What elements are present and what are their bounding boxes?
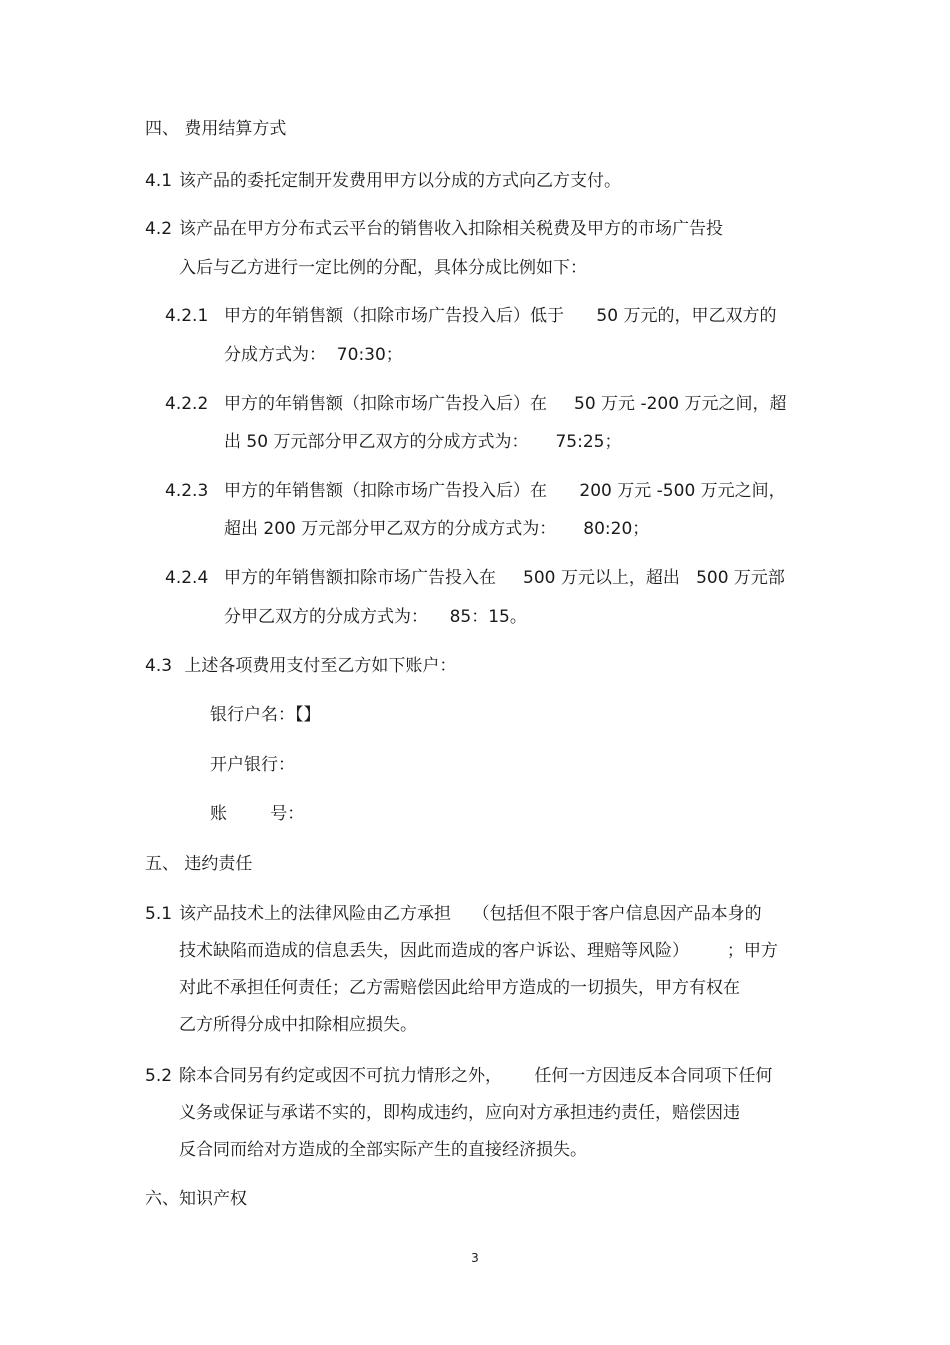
clause-4-2-3-number: 4.2.3 — [165, 481, 209, 501]
section-4-heading: 四、 费用结算方式 — [145, 119, 287, 139]
clause-4-2-2-number: 4.2.2 — [165, 394, 209, 414]
clause-4-2-4-number: 4.2.4 — [165, 568, 209, 588]
clause-4-2-3-line2: 超出 200 万元部分甲乙双方的分成方式为： 80:20； — [224, 519, 650, 539]
bank-name: 开户银行： — [210, 755, 295, 775]
clause-5-1-number: 5.1 — [145, 904, 173, 924]
clause-5-1-line2: 技术缺陷而造成的信息丢失，因此而造成的客户诉讼、理赔等风险） ；甲方 — [179, 941, 778, 961]
clause-5-2-line3: 反合同而给对方造成的全部实际产生的直接经济损失。 — [179, 1140, 587, 1160]
clause-5-2-number: 5.2 — [145, 1066, 173, 1086]
page-number: 3 — [471, 1251, 479, 1265]
section-5-heading: 五、 违约责任 — [145, 854, 253, 874]
clause-4-2-2-line1: 甲方的年销售额（扣除市场广告投入后）在 50 万元 -200 万元之间，超 — [224, 394, 787, 414]
clause-5-2-line1: 除本合同另有约定或因不可抗力情形之外， 任何一方因违反本合同项下任何 — [179, 1066, 773, 1086]
clause-4-2-line2: 入后与乙方进行一定比例的分配，具体分成比例如下： — [179, 258, 587, 278]
clause-5-1-line3: 对此不承担任何责任；乙方需赔偿因此给甲方造成的一切损失，甲方有权在 — [179, 978, 740, 998]
clause-5-2-line2: 义务或保证与承诺不实的，即构成违约，应向对方承担违约责任，赔偿因违 — [179, 1103, 740, 1123]
clause-4-2-number: 4.2 — [145, 219, 173, 239]
clause-4-3-text: 上述各项费用支付至乙方如下账户： — [179, 656, 457, 676]
clause-4-2-3-line1: 甲方的年销售额（扣除市场广告投入后）在 200 万元 -500 万元之间， — [224, 481, 786, 501]
bank-account-name: 银行户名：【】 — [210, 705, 321, 725]
clause-4-2-1-line1: 甲方的年销售额（扣除市场广告投入后）低于 50 万元的，甲乙双方的 — [224, 306, 777, 326]
clause-4-2-4-line1: 甲方的年销售额扣除市场广告投入在 500 万元以上，超出 500 万元部 — [224, 568, 785, 588]
clause-5-1-line1: 该产品技术上的法律风险由乙方承担 （包括但不限于客户信息因产品本身的 — [179, 904, 762, 924]
clause-4-2-1-line2: 分成方式为： 70:30； — [224, 345, 403, 365]
clause-4-1-text: 该产品的委托定制开发费用甲方以分成的方式向乙方支付。 — [179, 171, 621, 191]
bank-account-number: 账 号： — [210, 804, 305, 824]
clause-4-2-2-line2: 出 50 万元部分甲乙双方的分成方式为： 75:25； — [224, 432, 622, 452]
section-6-heading: 六、知识产权 — [145, 1189, 247, 1209]
clause-4-3-number: 4.3 — [145, 656, 173, 676]
clause-4-2-4-line2: 分甲乙双方的分成方式为： 85：15。 — [224, 607, 527, 627]
clause-4-2-1-number: 4.2.1 — [165, 306, 209, 326]
clause-4-2-line1: 该产品在甲方分布式云平台的销售收入扣除相关税费及甲方的市场广告投 — [179, 219, 723, 239]
clause-4-1-number: 4.1 — [145, 171, 173, 191]
clause-5-1-line4: 乙方所得分成中扣除相应损失。 — [179, 1015, 417, 1035]
